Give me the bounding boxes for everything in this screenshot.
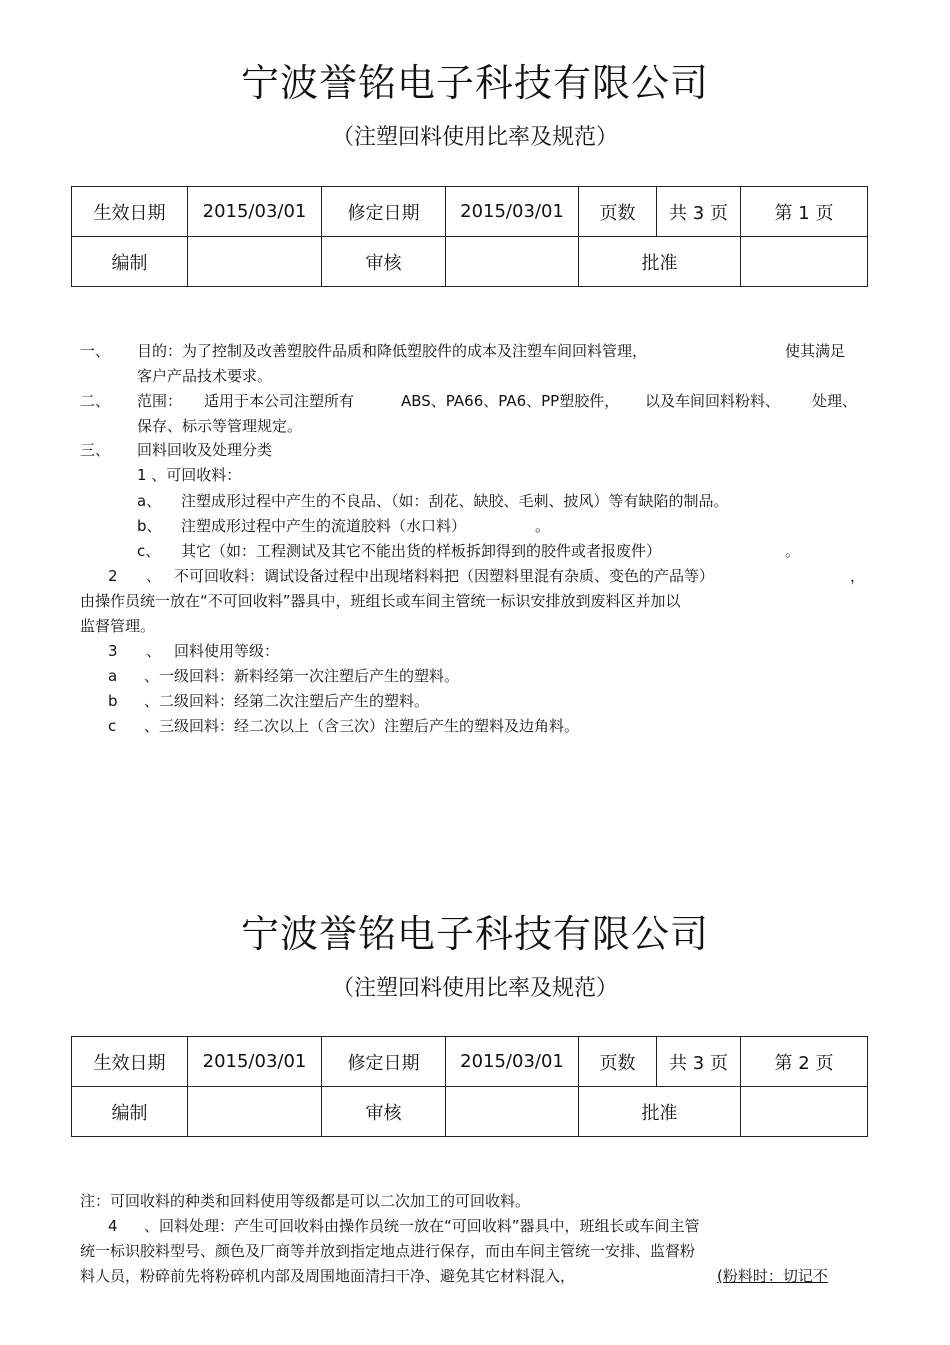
document-title: （注塑回料使用比率及规范） <box>331 976 618 1001</box>
grade-letter: a <box>108 667 118 685</box>
company-title: 宁波誉铭电子科技有限公司 <box>240 61 709 105</box>
company-title: 宁波誉铭电子科技有限公司 <box>240 912 709 956</box>
item-text-end: ， <box>850 567 866 585</box>
total-pages: 共 3 页 <box>657 1037 741 1087</box>
item-text-cont: 由操作员统一放在“不可回收料”器具中，班组长或车间主管统一标识安排放到废料区并加以 <box>80 592 681 610</box>
approved-by-value <box>741 1087 868 1137</box>
section-heading: 回料回收及处理分类 <box>137 441 273 459</box>
item-text: 注塑成形过程中产生的不良品、（如：刮花、缺胶、毛刺、披风）等有缺陷的制品。 <box>181 492 729 510</box>
item-number: 3 <box>108 642 118 660</box>
purpose-text-end: 使其满足 <box>785 342 846 360</box>
grade-letter: b <box>108 692 118 710</box>
section-number: 二、 <box>80 392 111 410</box>
item-separator: 、 <box>146 567 162 585</box>
item-text: 回料使用等级： <box>174 642 280 660</box>
scope-materials: ABS、PA66、PA6、PP塑胶件， <box>401 392 620 410</box>
item-text: 、回料处理：产生可回收料由操作员统一放在“可回收料”器具中，班组长或车间主管 <box>144 1217 700 1235</box>
item-letter: c、 <box>137 542 161 560</box>
scope-label: 范围： <box>137 392 183 410</box>
page-number: 第 1 页 <box>741 187 868 237</box>
purpose-text: 目的：为了控制及改善塑胶件品质和降低塑胶件的成本及注塑车间回料管理， <box>137 342 648 360</box>
grade-text: 、一级回料：新料经第一次注塑后产生的塑料。 <box>144 667 460 685</box>
item-text-cont: 料人员，粉碎前先将粉碎机内部及周围地面清扫干净、避免其它材料混入， <box>80 1267 576 1285</box>
item-letter: a、 <box>137 492 162 510</box>
prepared-by-label: 编制 <box>72 1087 188 1137</box>
total-pages: 共 3 页 <box>657 187 741 237</box>
document-header-table <box>71 1036 868 1137</box>
item-text-cont: 统一标识胶料型号、颜色及厂商等并放到指定地点进行保存，而由车间主管统一安排、监督粉 <box>80 1242 696 1260</box>
item-text: 不可回收料：调试设备过程中出现堵料料把（因塑料里混有杂质、变色的产品等） <box>174 567 715 585</box>
effective-date-label: 生效日期 <box>72 1037 188 1087</box>
scope-text-3: 处理、 <box>812 392 858 410</box>
header-row-signoff <box>72 1087 868 1137</box>
item-text-cont: 监督管理。 <box>80 617 156 635</box>
item-letter: b、 <box>137 517 162 535</box>
note-text: 注：可回收料的种类和回料使用等级都是可以二次加工的可回收料。 <box>80 1192 531 1210</box>
item-text: 其它（如：工程测试及其它不能出货的样板拆卸得到的胶件或者报废件） <box>181 542 662 560</box>
effective-date-label: 生效日期 <box>72 187 188 237</box>
item-text: 注塑成形过程中产生的流道胶料（水口料） <box>181 517 467 535</box>
grade-text: 、三级回料：经二次以上（含三次）注塑后产生的塑料及边角料。 <box>144 717 580 735</box>
header-row-signoff <box>72 237 868 287</box>
item-text-end: 。 <box>535 517 551 535</box>
reviewed-by-value <box>446 237 579 287</box>
approved-by-label: 批准 <box>579 1087 741 1137</box>
prepared-by-value <box>188 1087 322 1137</box>
item-text-underlined: (粉料时：切记不 <box>717 1267 828 1285</box>
approved-by-value <box>741 237 868 287</box>
purpose-text-cont: 客户产品技术要求。 <box>137 367 273 385</box>
scope-text: 适用于本公司注塑所有 <box>204 392 355 410</box>
grade-letter: c <box>108 717 117 735</box>
item-number: 4 <box>108 1217 118 1235</box>
reviewed-by-value <box>446 1087 579 1137</box>
approved-by-label: 批准 <box>579 237 741 287</box>
effective-date-value: 2015/03/01 <box>188 187 322 237</box>
header-row-dates <box>72 187 868 237</box>
grade-text: 、二级回料：经第二次注塑后产生的塑料。 <box>144 692 430 710</box>
page-number: 第 2 页 <box>741 1037 868 1087</box>
document-header-table <box>71 186 868 287</box>
reviewed-by-label: 审核 <box>322 1087 446 1137</box>
item-heading: 1 、可回收料： <box>137 466 242 484</box>
page-count-label: 页数 <box>579 187 657 237</box>
document-title: （注塑回料使用比率及规范） <box>331 125 618 150</box>
section-number: 一、 <box>80 342 111 360</box>
header-row-dates <box>72 1037 868 1087</box>
prepared-by-value <box>188 237 322 287</box>
item-number: 2 <box>108 567 118 585</box>
item-separator: 、 <box>146 642 162 660</box>
revised-date-label: 修定日期 <box>322 187 446 237</box>
effective-date-value: 2015/03/01 <box>188 1037 322 1087</box>
section-number: 三、 <box>80 441 111 459</box>
revised-date-label: 修定日期 <box>322 1037 446 1087</box>
revised-date-value: 2015/03/01 <box>446 187 579 237</box>
reviewed-by-label: 审核 <box>322 237 446 287</box>
scope-text-2: 以及车间回料粉料、 <box>645 392 781 410</box>
page-count-label: 页数 <box>579 1037 657 1087</box>
scope-text-cont: 保存、标示等管理规定。 <box>137 417 303 435</box>
item-text-end: 。 <box>785 542 801 560</box>
revised-date-value: 2015/03/01 <box>446 1037 579 1087</box>
prepared-by-label: 编制 <box>72 237 188 287</box>
